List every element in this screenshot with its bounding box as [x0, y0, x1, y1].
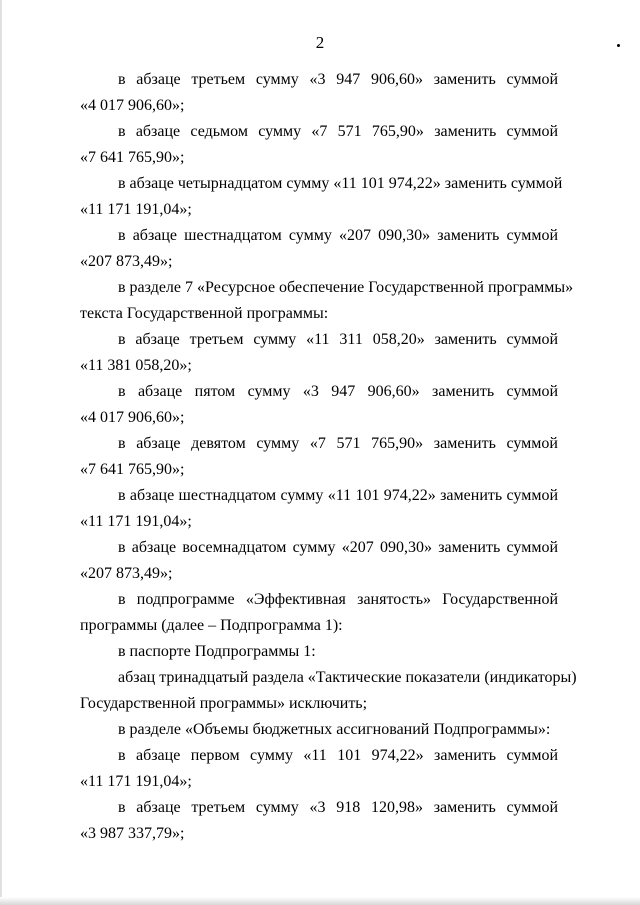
text-line: в абзаце третьем сумму «11 311 058,20» заменить суммой [118, 331, 558, 348]
text-line: «7 641 765,90»; [80, 149, 185, 166]
scan-dot-mark [617, 44, 620, 47]
page-number: 2 [315, 33, 325, 52]
text-line: в абзаце первом сумму «11 101 974,22» заменить суммой [118, 747, 558, 764]
text-line: в разделе «Объемы бюджетных ассигнований Подпрограммы»: [118, 721, 551, 738]
text-line: «4 017 906,60»; [80, 97, 185, 114]
text-line: программы (далее – Подпрограмма 1): [80, 617, 343, 634]
page-edge-bottom [0, 897, 640, 905]
text-line: «11 171 191,04»; [80, 201, 192, 218]
text-line: «11 171 191,04»; [80, 773, 192, 790]
text-line: в абзаце девятом сумму «7 571 765,90» заменить суммой [118, 435, 558, 452]
text-line: «207 873,49»; [80, 565, 173, 582]
text-line: «3 987 337,79»; [80, 825, 185, 842]
text-line: в абзаце третьем сумму «3 918 120,98» заменить суммой [118, 799, 558, 816]
text-line: «207 873,49»; [80, 253, 173, 270]
text-line: в абзаце шестнадцатом сумму «11 101 974,22» заменить суммой [118, 487, 558, 504]
text-line: в паспорте Подпрограммы 1: [118, 643, 316, 660]
text-line: в абзаце шестнадцатом сумму «207 090,30» заменить суммой [118, 227, 558, 244]
text-line: Государственной программы» исключить; [80, 695, 368, 712]
text-line: в абзаце пятом сумму «3 947 906,60» заменить суммой [118, 383, 558, 400]
text-line: в абзаце третьем сумму «3 947 906,60» заменить суммой [118, 71, 558, 88]
text-line: «11 381 058,20»; [80, 357, 192, 374]
text-line: «11 171 191,04»; [80, 513, 192, 530]
text-line: в разделе 7 «Ресурсное обеспечение Государственной программы» [118, 279, 574, 296]
text-line: в подпрограмме «Эффективная занятость» Государственной [118, 591, 558, 608]
page-edge-left [0, 0, 2, 905]
text-line: в абзаце седьмом сумму «7 571 765,90» заменить суммой [118, 123, 558, 140]
text-line: абзац тринадцатый раздела «Тактические показатели (индикаторы) [118, 669, 577, 686]
text-line: в абзаце восемнадцатом сумму «207 090,30» заменить суммой [118, 539, 558, 556]
text-line: «7 641 765,90»; [80, 461, 185, 478]
text-line: «4 017 906,60»; [80, 409, 185, 426]
text-line: в абзаце четырнадцатом сумму «11 101 974,22» заменить суммой [118, 175, 563, 192]
text-line: текста Государственной программы: [80, 305, 329, 322]
